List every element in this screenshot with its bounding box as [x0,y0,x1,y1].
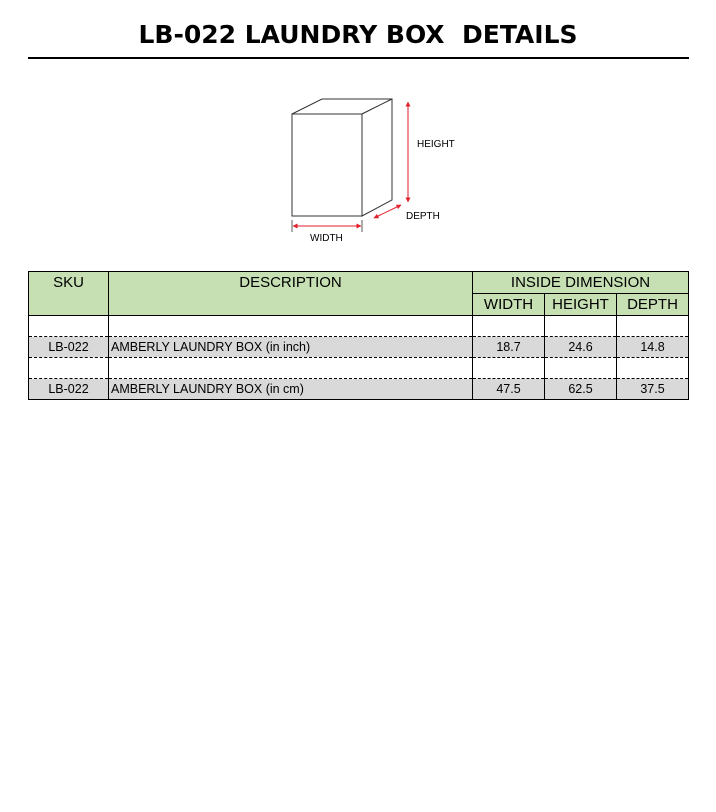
sku-column-header: SKU [29,272,109,316]
box-front-face [292,114,362,216]
inside-dimension-group-header: INSIDE DIMENSION [473,272,689,294]
depth-cell: 14.8 [617,337,689,358]
title-underline [28,57,689,59]
width-label: WIDTH [310,233,343,244]
depth-column-header: DEPTH [617,294,689,316]
description-cell: AMBERLY LAUNDRY BOX (in inch) [109,337,473,358]
sku-cell: LB-022 [29,337,109,358]
depth-cell: 37.5 [617,379,689,400]
width-cell: 47.5 [473,379,545,400]
height-label: HEIGHT [417,139,455,150]
width-cell: 18.7 [473,337,545,358]
height-column-header: HEIGHT [545,294,617,316]
depth-label: DEPTH [406,211,440,222]
box-dimension-diagram [280,92,460,252]
table-row [29,379,689,400]
description-cell: AMBERLY LAUNDRY BOX (in cm) [109,379,473,400]
description-column-header: DESCRIPTION [109,272,473,316]
spacer-row [29,358,689,379]
box-side-face [362,99,392,216]
width-column-header: WIDTH [473,294,545,316]
height-cell: 62.5 [545,379,617,400]
sku-cell: LB-022 [29,379,109,400]
spacer-row [29,316,689,337]
height-cell: 24.6 [545,337,617,358]
table-row [29,337,689,358]
dimension-table [28,271,689,400]
page-title: LB-022 LAUNDRY BOX DETAILS [138,20,578,49]
